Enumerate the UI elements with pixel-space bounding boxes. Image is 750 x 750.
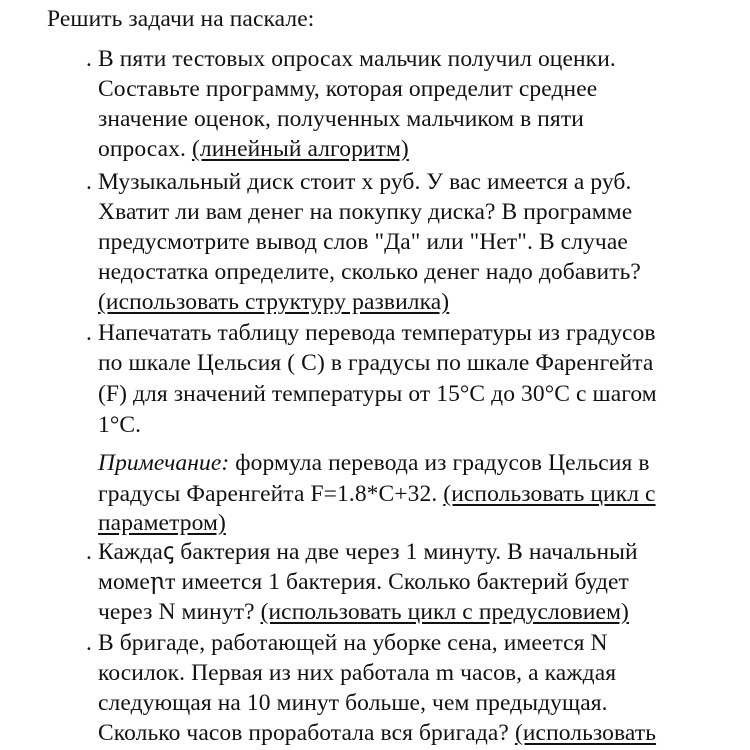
- task-2-line-2: Хватит ли вам денег на покупку диска? В программе: [98, 199, 633, 225]
- task-1-last-text: опросах.: [98, 136, 192, 162]
- task-2-line-1: Музыкальный диск стоит х руб. У вас имеется а руб.: [98, 169, 632, 195]
- task-3-note-text: градусы Фаренгейта F=1.8*C+32.: [98, 481, 444, 507]
- task-3-hint-line: [98, 508, 226, 538]
- page-heading: Решить задачи на паскале:: [47, 6, 315, 32]
- task-4-line-1: Каждаꞔ бактерия на две через 1 минуту. В начальный: [98, 539, 638, 565]
- task-3-line-1: Напечатать таблицу перевода температуры из градусов: [98, 320, 656, 346]
- task-1-line-3: значение оценок, полученных мальчиком в пяти: [98, 106, 584, 132]
- task-1-bullet: .: [86, 46, 92, 72]
- task-5-hint: (использовать: [514, 720, 657, 746]
- task-1-line-2: Составьте программу, которая определит среднее: [98, 76, 598, 102]
- task-2-hint-line: [98, 287, 449, 317]
- task-3-note-label: Примечание:: [98, 450, 230, 476]
- task-2-bullet: .: [86, 169, 92, 195]
- task-3-line-2: по шкале Цельсия ( С) в градусы по шкале Фаренгейта: [98, 350, 654, 376]
- task-3-note-line-1: [98, 448, 650, 478]
- task-3-note-rest: формула перевода из градусов Цельсия в: [229, 450, 650, 476]
- task-4-line-2: момеꞃт имеется 1 бактерия. Сколько бактерий будет: [98, 569, 629, 595]
- task-3-line-3: (F) для значений температуры от 15°С до 30°С с шагом: [98, 381, 657, 407]
- task-3-hint-part-2: параметром): [98, 510, 226, 536]
- task-3-line-4: 1°С.: [98, 412, 142, 438]
- task-2-line-4: недостатка определите, сколько денег надо добавить?: [98, 259, 641, 285]
- task-4-last-text: через N минут?: [98, 599, 261, 625]
- task-5-line-1: В бригаде, работающей на уборке сена, имеется N: [98, 630, 608, 656]
- task-1-line-4: [98, 134, 409, 164]
- task-5-last-text: Сколько часов проработала вся бригада?: [98, 720, 515, 746]
- task-2-line-3: предусмотрите вывод слов "Да" или "Нет". В случае: [98, 229, 628, 255]
- task-4-line-3: [98, 597, 629, 627]
- task-3-note-line-2: [98, 479, 656, 509]
- task-3-bullet: .: [86, 320, 92, 346]
- task-1-hint: (линейный алгоритм): [191, 136, 409, 162]
- task-5-line-2: косилок. Первая из них работала m часов, а каждая: [98, 660, 617, 686]
- task-3-hint-part-1: (использовать цикл с: [443, 481, 656, 507]
- task-5-line-3: следующая на 10 минут больше, чем предыдущая.: [98, 690, 608, 716]
- task-1-line-1: В пяти тестовых опросах мальчик получил оценки.: [98, 46, 616, 72]
- task-4-hint: (использовать цикл с предусловием): [260, 599, 629, 625]
- task-5-line-4: [98, 718, 656, 748]
- task-5-bullet: .: [86, 630, 92, 656]
- task-2-hint: (использовать структуру развилка): [98, 289, 450, 315]
- task-4-bullet: .: [86, 539, 92, 565]
